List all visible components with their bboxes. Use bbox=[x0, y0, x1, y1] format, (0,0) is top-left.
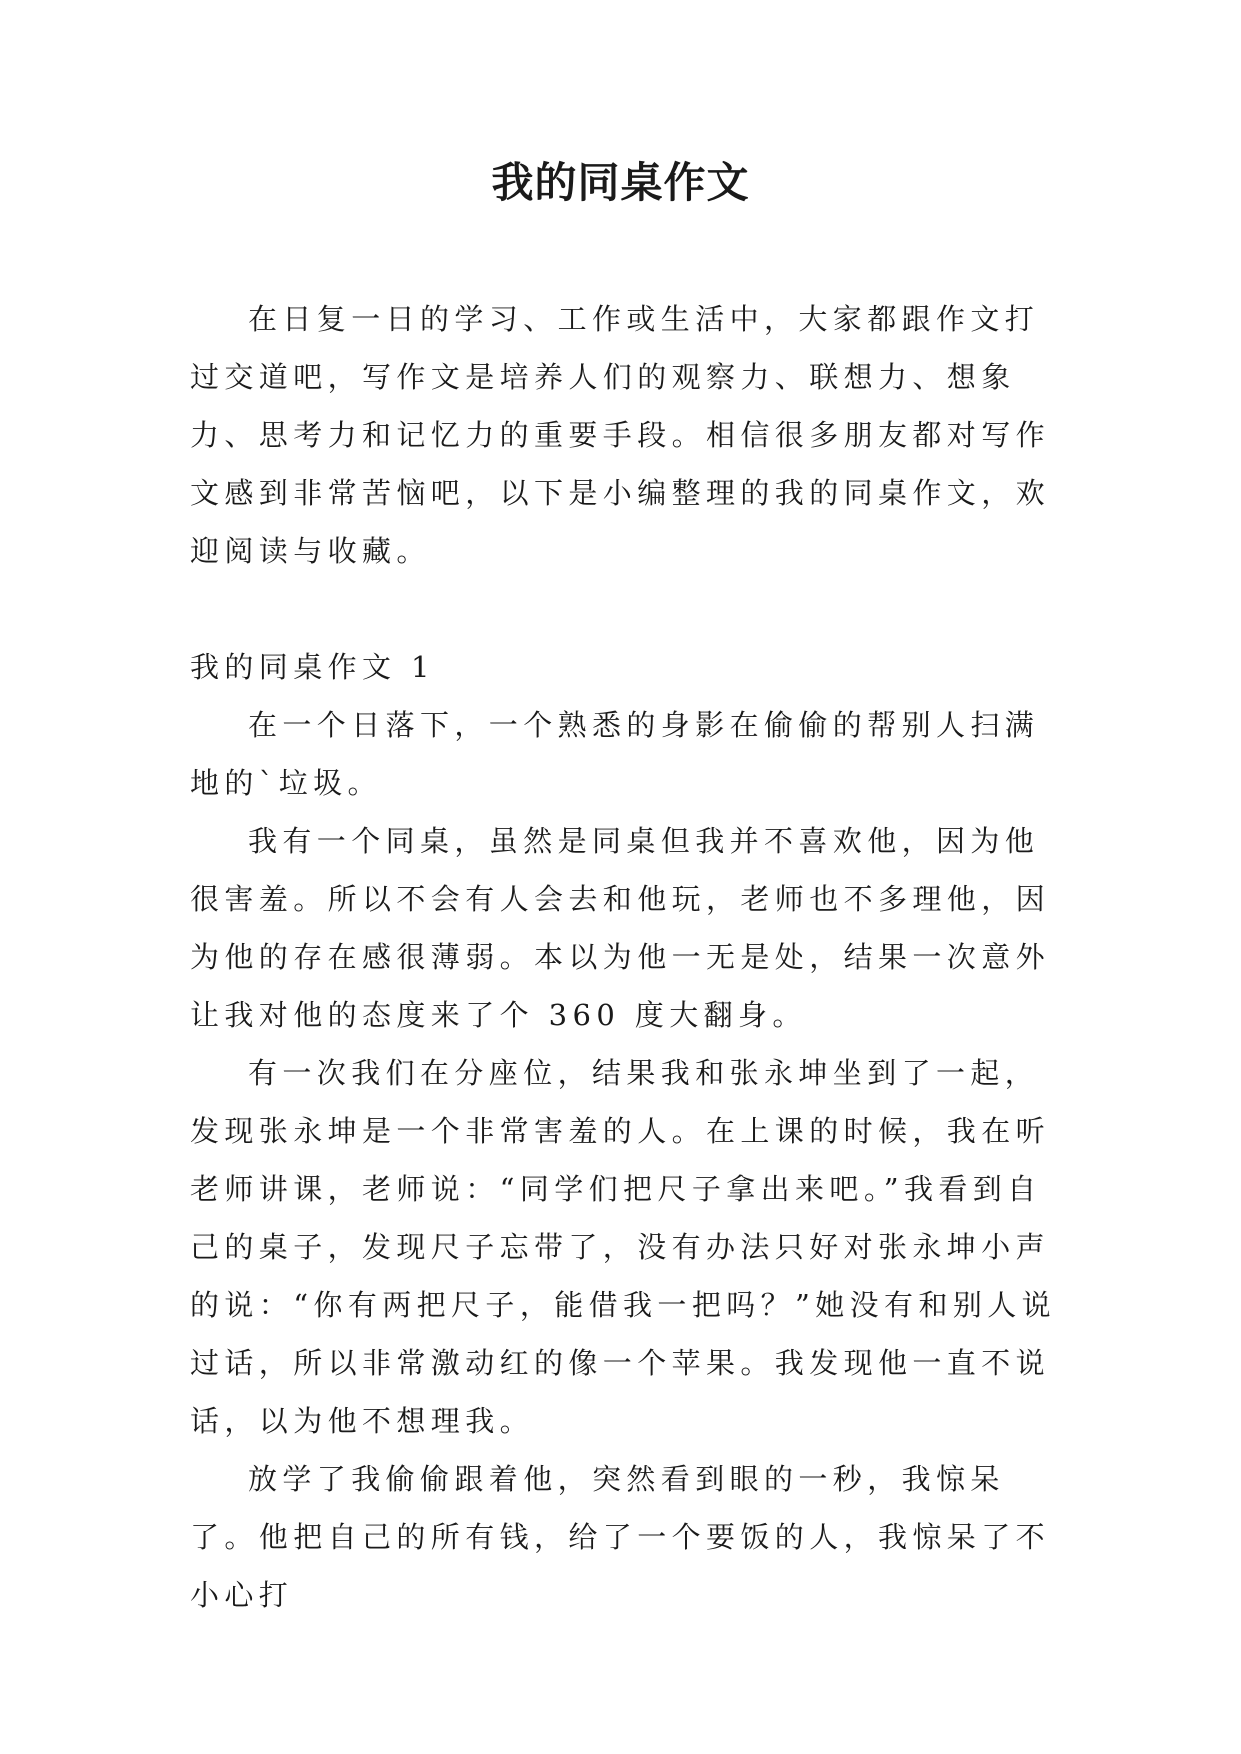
body-paragraph-2: 我有一个同桌，虽然是同桌但我并不喜欢他，因为他很害羞。所以不会有人会去和他玩，老师也不多理他，因为他的存在感很薄弱。本以为他一无是处，结果一次意外让我对他的态度来了个 360 度大翻身。 bbox=[190, 824, 1051, 1032]
body-paragraph-4: 放学了我偷偷跟着他，突然看到眼的一秒，我惊呆了。他把自己的所有钱，给了一个要饭的人，我惊呆了不小心打 bbox=[190, 1462, 1051, 1612]
body-paragraph-1: 在一个日落下，一个熟悉的身影在偷偷的帮别人扫满地的`垃圾。 bbox=[190, 708, 1040, 800]
body-paragraph-3: 有一次我们在分座位，结果我和张永坤坐到了一起，发现张永坤是一个非常害羞的人。在上课的时候，我在听老师讲课，老师说：“同学们把尺子拿出来吧。”我看到自己的桌子，发现尺子忘带了，没有办法只好对张永坤小声的说：“你有两把尺子，能借我一把吗？”她没有和别人说过话，所以非常激动红的像一个苹果。我发现他一直不说话，以为他不想理我。 bbox=[190, 1056, 1057, 1438]
intro-paragraph: 在日复一日的学习、工作或生活中，大家都跟作文打过交道吧，写作文是培养人们的观察力、联想力、想象力、思考力和记忆力的重要手段。相信很多朋友都对写作文感到非常苦恼吧，以下是小编整理的我的同桌作文，欢迎阅读与收藏。 bbox=[190, 302, 1051, 568]
document-title: 我的同桌作文 bbox=[491, 158, 750, 207]
document-body bbox=[190, 290, 1070, 1624]
section-heading: 我的同桌作文 1 bbox=[190, 650, 435, 684]
